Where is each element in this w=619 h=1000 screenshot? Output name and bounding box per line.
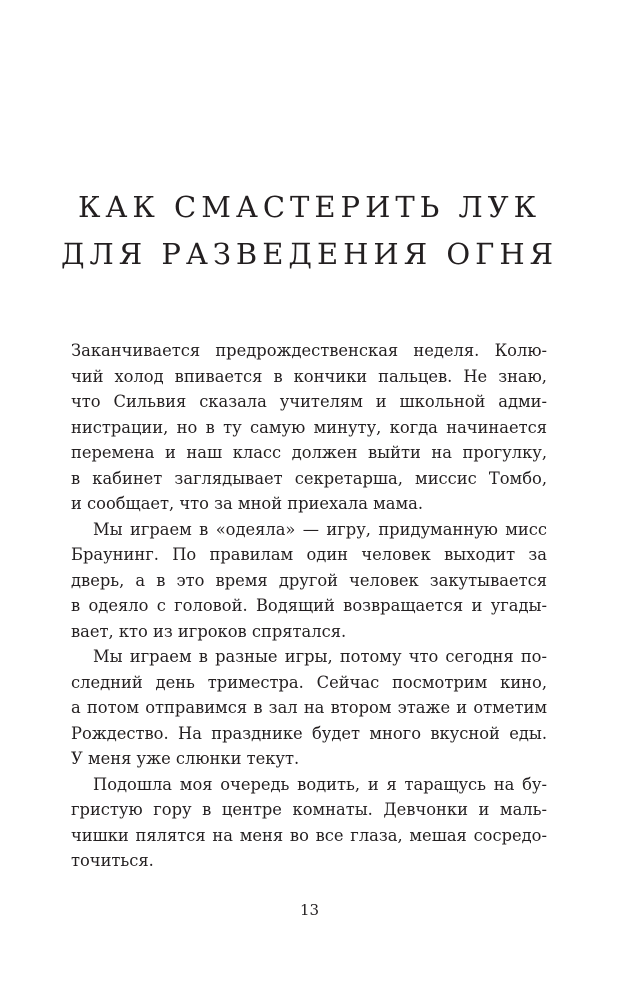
text-line: Мы играем в «одеяла» — игру, придуманную мисс xyxy=(93,519,547,539)
chapter-body xyxy=(71,338,547,874)
text-line: что Сильвия сказала учителям и школьной адми- xyxy=(71,392,547,411)
text-line: а потом отправимся в зал на втором этаже и отметим xyxy=(71,698,547,717)
text-line: и сообщает, что за мной приехала мама. xyxy=(71,494,424,513)
text-line: нистрации, но в ту самую минуту, когда начинается xyxy=(71,417,547,437)
text-line: в кабинет заглядывает секретарша, миссис Томбо, xyxy=(71,468,547,488)
text-line: следний день триместра. Сейчас посмотрим кино, xyxy=(71,672,547,692)
text-line: Подошла моя очередь водить, и я таращусь на бу- xyxy=(93,774,547,794)
text-line: У меня уже слюнки текут. xyxy=(71,749,300,768)
chapter-title-line-2: ДЛЯ РАЗВЕДЕНИЯ ОГНЯ xyxy=(60,237,559,271)
page-number: 13 xyxy=(299,901,320,919)
text-line: Мы играем в разные игры, потому что сегодня по- xyxy=(93,647,547,666)
text-line: точиться. xyxy=(71,851,154,870)
paragraph-2 xyxy=(71,517,547,645)
text-line: гристую гору в центре комнаты. Девчонки и маль- xyxy=(71,800,547,819)
paragraph-4 xyxy=(71,772,547,874)
text-line: в одеяло с головой. Водящий возвращается и угады- xyxy=(71,596,547,615)
text-line: чий холод впивается в кончики пальцев. Не знаю, xyxy=(71,366,547,386)
paragraph-1 xyxy=(71,338,547,517)
text-line: вает, кто из игроков спрятался. xyxy=(71,621,347,641)
text-line: чишки пялятся на меня во все глаза, мешая сосредо- xyxy=(71,825,547,845)
chapter-title-line-1: КАК СМАСТЕРИТЬ ЛУК xyxy=(77,190,542,224)
text-line: Рождество. На празднике будет много вкусной еды. xyxy=(71,723,547,743)
text-line: перемена и наш класс должен выйти на прогулку, xyxy=(71,443,547,462)
text-line: Браунинг. По правилам один человек выходит за xyxy=(71,545,547,564)
text-line: дверь, а в это время другой человек закутывается xyxy=(71,570,547,590)
text-line: Заканчивается предрождественская неделя. Колю- xyxy=(71,341,547,360)
paragraph-3 xyxy=(71,644,547,772)
chapter-title xyxy=(40,184,579,278)
